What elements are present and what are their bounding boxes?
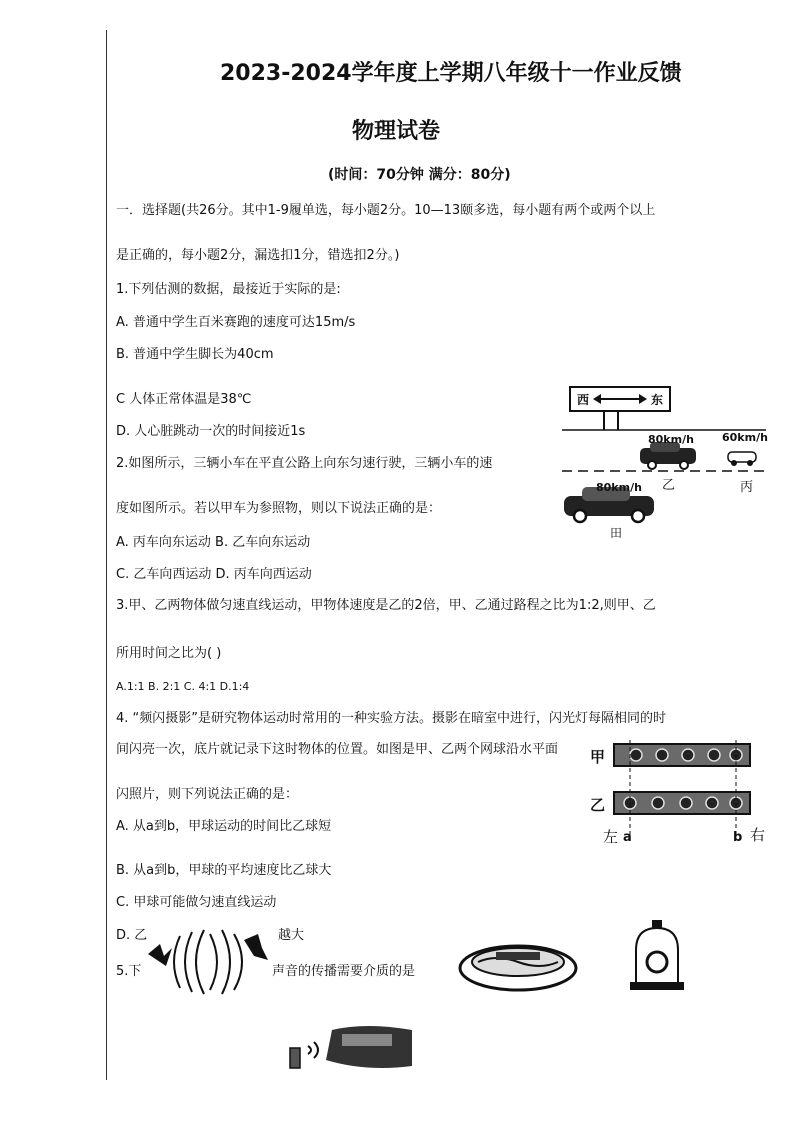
page-title: 2023-2024学年度上学期八年级十一作业反馈 <box>220 61 682 86</box>
section-heading-line2: 是正确的，每小题2分，漏选扣1分，错选扣2分。) <box>116 248 400 263</box>
direction-right-label: 右 <box>750 826 766 844</box>
road-figure <box>560 408 770 538</box>
section-heading-line1: 一．选择题(共26分。其中1-9履单选，每小题2分。10—13颐多选，每小题有两个或两个以上 <box>116 203 656 218</box>
q3-stem-line1: 3.甲、乙两物体做匀速直线运动，甲物体速度是乙的2倍，甲、乙通过路程之比为1:2,则甲、乙 <box>116 598 656 613</box>
q2-options-ab: A. 丙车向东运动 B. 乙车向东运动 <box>116 535 311 550</box>
q1-option-a: A. 普通中学生百米赛跑的速度可达15m/s <box>116 315 356 330</box>
q4-option-b: B. 从a到b，甲球的平均速度比乙球大 <box>116 863 332 878</box>
q2-stem-line1: 2.如图所示，三辆小车在平直公路上向东匀速行驶，三辆小车的速 <box>116 456 493 471</box>
car-label-jia: 田 <box>610 526 623 540</box>
car-label-bing: 丙 <box>740 480 754 495</box>
q4-stem-line3: 闪照片，则下列说法正确的是： <box>116 787 299 802</box>
car-yi-icon <box>640 442 696 469</box>
sign-west-label: 西 <box>577 393 590 407</box>
binding-margin-line <box>106 30 107 1080</box>
strip-label-yi: 乙 <box>590 796 606 814</box>
q3-stem-line2: 所用时间之比为( ) <box>116 646 222 661</box>
q1-option-c: C 人体正常体温是38℃ <box>116 392 252 407</box>
q4-stem-line1: 4. “频闪摄影”是研究物体运动时常用的一种实验方法。摄影在暗室中进行，闪光灯每隔相同的时 <box>116 711 667 726</box>
speed-label-jia: 80km/h <box>596 481 642 494</box>
speed-label-bing: 60km/h <box>722 431 768 444</box>
point-b-label: b <box>733 830 743 845</box>
q3-options: A.1:1 B. 2:1 C. 4:1 D.1:4 <box>116 680 250 693</box>
q1-option-d: D. 人心脏跳动一次的时间接近1s <box>116 424 306 439</box>
q4-option-a: A. 从a到b，甲球运动的时间比乙球短 <box>116 819 332 834</box>
strip-jia <box>614 744 750 766</box>
strip-label-jia: 甲 <box>590 748 606 766</box>
q5-stem-end: 声音的传播需要介质的是 <box>272 964 416 979</box>
direction-left-label: 左 <box>603 828 619 846</box>
q4-option-d-end: 越大 <box>278 928 305 943</box>
double-arrow-icon <box>593 393 647 405</box>
q4-option-d-start: D. 乙 <box>116 928 148 943</box>
strip-yi <box>614 792 750 814</box>
q1-option-b: B. 普通中学生脚长为40cm <box>116 347 274 362</box>
speed-label-yi: 80km/h <box>648 433 694 446</box>
car-reversing-radar-icon <box>286 1020 416 1074</box>
sign-east-label: 东 <box>650 393 663 407</box>
bell-jar-vacuum-icon <box>626 918 688 994</box>
page-subtitle: 物理试卷 <box>352 119 441 144</box>
exam-info: (时间：70分钟 满分：80分) <box>328 167 511 183</box>
q2-stem-line2: 度如图所示。若以甲车为参照物，则以下说法正确的是： <box>116 501 442 516</box>
car-bing-icon <box>728 452 756 466</box>
point-a-label: a <box>623 830 632 845</box>
car-label-yi: 乙 <box>662 478 676 493</box>
q2-options-cd: C. 乙车向西运动 D. 丙车向西运动 <box>116 567 312 582</box>
tuning-fork-water-icon <box>456 932 580 994</box>
q4-stem-line2: 间闪亮一次，底片就记录下这时物体的位置。如图是甲、乙两个网球沿水平面 <box>116 742 559 757</box>
q1-stem: 1.下列估测的数据，最接近于实际的是: <box>116 282 341 297</box>
q5-stem-start: 5.下 <box>116 964 142 979</box>
q4-option-c: C. 甲球可能做匀速直线运动 <box>116 895 277 910</box>
bat-sound-waves-icon <box>140 926 272 998</box>
